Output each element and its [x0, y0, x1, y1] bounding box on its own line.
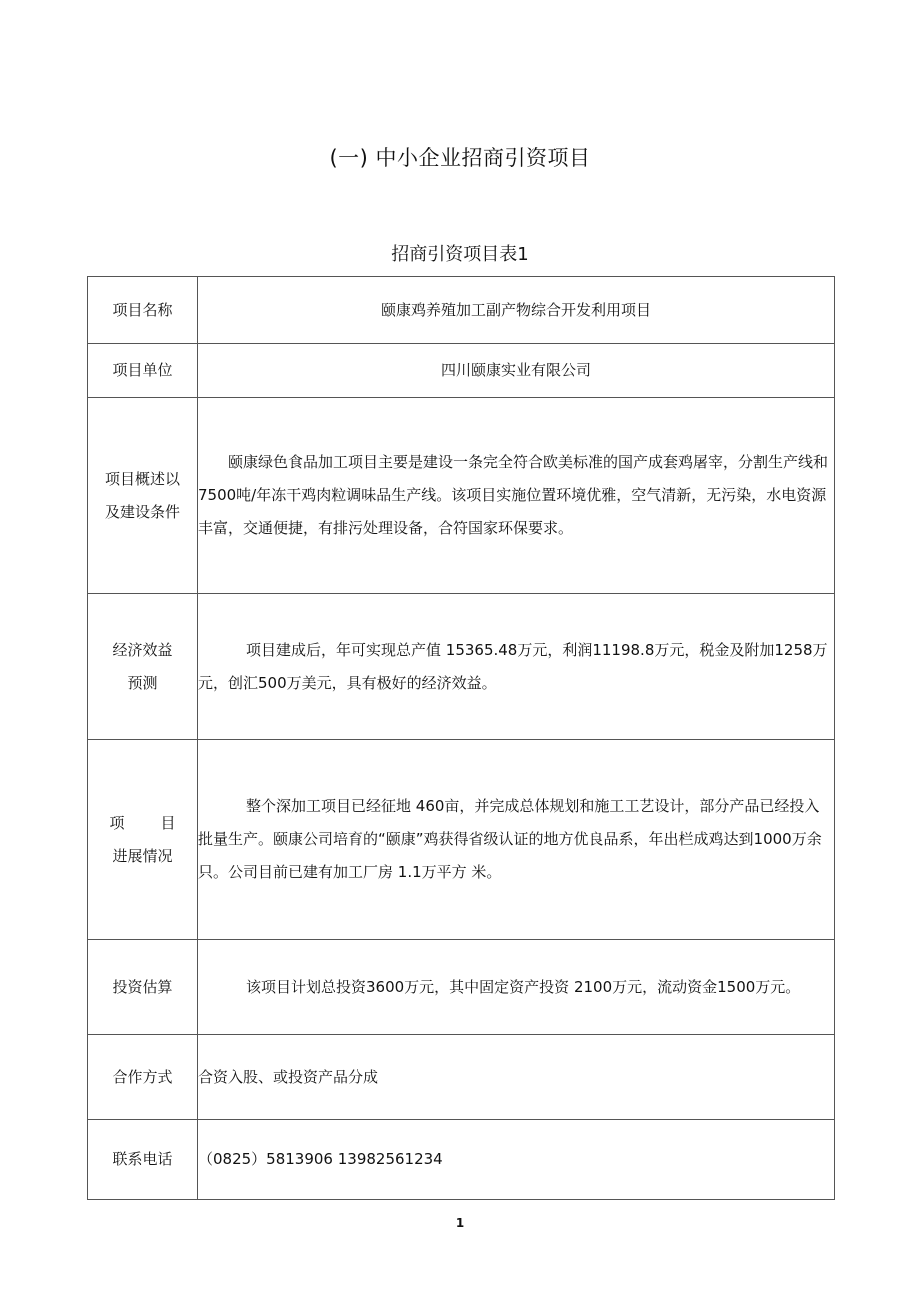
- row-label-benefit-line1: 经济效益: [112, 640, 173, 659]
- project-overview-value: [198, 398, 835, 594]
- table-row-name: [88, 277, 835, 344]
- row-label-contact: 联系电话: [88, 1120, 198, 1200]
- row-label-benefit-line2: 预测: [127, 673, 158, 692]
- project-table: [87, 276, 835, 1200]
- row-label-benefit: [88, 594, 198, 740]
- table-row-unit: [88, 344, 835, 398]
- page-number: 1: [455, 1216, 465, 1230]
- overview-paragraph: 颐康绿色食品加工项目主要是建设一条完全符合欧美标准的国产成套鸡屠宰，分割生产线和7500吨/年冻干鸡肉粒调味品生产线。该项目实施位置环境优雅，空气清新，无污染，水电资源丰富，交通便捷，有排污处理设备，合符国家环保要求。: [198, 453, 829, 537]
- progress-paragraph: 整个深加工项目已经征地 460亩，并完成总体规划和施工工艺设计，部分产品已经投入批量生产。颐康公司培育的“颐康”鸡获得省级认证的地方优良品系，年出栏成鸡达到1000万余只。公司目前已建有加工厂房 1.1万平方 米。: [198, 797, 822, 881]
- row-label-progress-char1: 项: [109, 813, 125, 832]
- table-title: 招商引资项目表1: [391, 244, 529, 265]
- row-label-overview: [88, 398, 198, 594]
- cooperation-mode-value: 合资入股、或投资产品分成: [198, 1035, 835, 1120]
- benefit-paragraph: 项目建成后，年可实现总产值 15365.48万元，利润11198.8万元，税金及附加1258万元，创汇500万美元，具有极好的经济效益。: [198, 640, 828, 692]
- row-label-cooperation: 合作方式: [88, 1035, 198, 1120]
- economic-benefit-value: [198, 594, 835, 740]
- table-row-progress: [88, 740, 835, 940]
- row-label-investment: 投资估算: [88, 940, 198, 1035]
- row-label-progress: [88, 740, 198, 940]
- project-unit-value: 四川颐康实业有限公司: [198, 344, 835, 398]
- table-row-contact: [88, 1120, 835, 1200]
- investment-estimate-value: [198, 940, 835, 1035]
- row-label-name: 项目名称: [88, 277, 198, 344]
- row-label-overview-line1: 项目概述以: [104, 469, 180, 488]
- row-label-overview-line2: 及建设条件: [104, 502, 180, 521]
- row-label-unit: 项目单位: [88, 344, 198, 398]
- table-row-investment: [88, 940, 835, 1035]
- project-progress-value: [198, 740, 835, 940]
- row-label-progress-char2: 目: [160, 813, 176, 832]
- table-row-benefit: [88, 594, 835, 740]
- contact-phone-value: （0825）5813906 13982561234: [198, 1120, 835, 1200]
- investment-paragraph: 该项目计划总投资3600万元，其中固定资产投资 2100万元，流动资金1500万元。: [246, 977, 801, 996]
- section-title: (一) 中小企业招商引资项目: [329, 146, 591, 170]
- row-label-progress-line2: 进展情况: [112, 846, 173, 865]
- table-row-cooperation: [88, 1035, 835, 1120]
- row-label-progress-line1: [110, 807, 176, 840]
- table-row-overview: [88, 398, 835, 594]
- project-name-value: 颐康鸡养殖加工副产物综合开发利用项目: [198, 277, 835, 344]
